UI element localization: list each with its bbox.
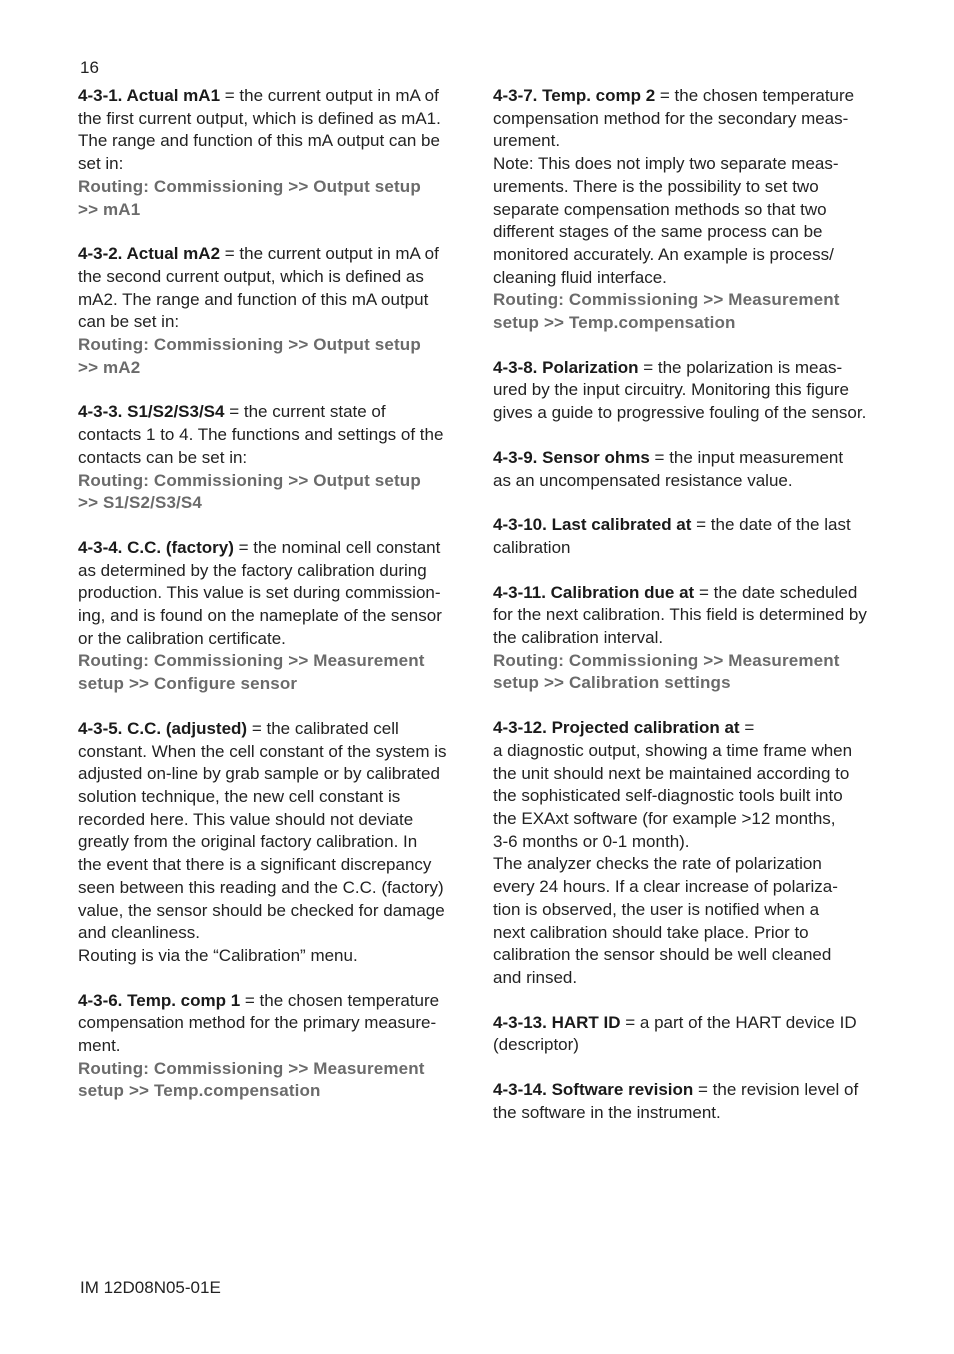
entry-first-line bbox=[78, 718, 458, 741]
routing-line: Routing: Commissioning >> Measurement bbox=[493, 650, 840, 670]
entry-text-line: urement. bbox=[493, 131, 561, 151]
entry-text-line: (descriptor) bbox=[493, 1035, 579, 1055]
definition-entry bbox=[493, 514, 879, 559]
routing-line: >> S1/S2/S3/S4 bbox=[78, 493, 203, 513]
entry-text-line: contacts 1 to 4. The functions and settings of the bbox=[78, 425, 444, 445]
definition-entry bbox=[78, 243, 458, 379]
entry-text: = the chosen temperature bbox=[240, 990, 440, 1010]
definition-entry bbox=[493, 357, 879, 425]
definition-entry bbox=[78, 537, 458, 696]
entry-text-line: the EXAxt software (for example >12 months, bbox=[493, 808, 836, 828]
entry-text-line: gives a guide to progressive fouling of the sensor. bbox=[493, 403, 867, 423]
routing-line: Routing: Commissioning >> Output setup bbox=[78, 176, 421, 196]
entry-term: 4-3-4. C.C. (factory) bbox=[78, 537, 234, 557]
entry-text-line: monitored accurately. An example is process/ bbox=[493, 244, 834, 264]
entry-text-line: mA2. The range and function of this mA output bbox=[78, 289, 429, 309]
definition-entry bbox=[493, 1079, 879, 1124]
entry-term: 4-3-5. C.C. (adjusted) bbox=[78, 718, 248, 738]
entry-text-line: the unit should next be maintained according to bbox=[493, 763, 850, 783]
entry-text-line: recorded here. This value should not deviate bbox=[78, 809, 414, 829]
entry-text-line: and cleanliness. bbox=[78, 923, 200, 943]
entry-first-line bbox=[493, 357, 879, 380]
entry-text: = bbox=[739, 718, 755, 738]
entry-text-line: cleaning fluid interface. bbox=[493, 267, 667, 287]
entry-first-line bbox=[493, 717, 879, 740]
entry-term: 4-3-9. Sensor ohms bbox=[493, 447, 650, 467]
entry-term: 4-3-12. Projected calibration at bbox=[493, 718, 740, 738]
entry-term: 4-3-8. Polarization bbox=[493, 357, 639, 377]
entry-term: 4-3-6. Temp. comp 1 bbox=[78, 990, 241, 1010]
routing-line: Routing: Commissioning >> Output setup bbox=[78, 470, 421, 490]
routing-line: Routing: Commissioning >> Measurement bbox=[78, 651, 425, 671]
definition-entry bbox=[493, 1012, 879, 1057]
entry-text-line: separate compensation methods so that two bbox=[493, 199, 827, 219]
entry-first-line bbox=[78, 990, 458, 1013]
entry-text-line: compensation method for the primary measure- bbox=[78, 1013, 437, 1033]
entry-text-line: adjusted on-line by grab sample or by calibrated bbox=[78, 764, 440, 784]
entry-first-line bbox=[493, 447, 879, 470]
entry-text-line: ing, and is found on the nameplate of the sensor bbox=[78, 606, 442, 626]
left-column bbox=[78, 85, 458, 1125]
entry-text-line: Note: This does not imply two separate meas- bbox=[493, 154, 839, 174]
entry-text-line: solution technique, the new cell constant is bbox=[78, 786, 401, 806]
entry-text-line: next calibration should take place. Prior to bbox=[493, 922, 809, 942]
entry-text-line: a diagnostic output, showing a time frame when bbox=[493, 740, 853, 760]
routing-line: Routing: Commissioning >> Measurement bbox=[493, 290, 840, 310]
routing-line: >> mA1 bbox=[78, 199, 141, 219]
entry-text-line: the second current output, which is defined as bbox=[78, 266, 424, 286]
routing-line: setup >> Calibration settings bbox=[493, 673, 731, 693]
entry-text: = the polarization is meas- bbox=[638, 357, 843, 377]
entry-term: 4-3-1. Actual mA1 bbox=[78, 86, 221, 105]
entry-text: = the revision level of bbox=[693, 1080, 859, 1100]
entry-text-line: urements. There is the possibility to set two bbox=[493, 176, 819, 196]
page-number: 16 bbox=[80, 58, 99, 77]
entry-text-line: 3-6 months or 0-1 month). bbox=[493, 831, 690, 851]
entry-text: = a part of the HART device ID bbox=[620, 1012, 857, 1032]
routing-line: Routing: Commissioning >> Measurement bbox=[78, 1058, 425, 1078]
definition-entry bbox=[78, 85, 458, 221]
entry-term: 4-3-3. S1/S2/S3/S4 bbox=[78, 402, 225, 422]
definition-entry bbox=[493, 717, 879, 989]
entry-first-line bbox=[493, 514, 879, 537]
entry-text-line: different stages of the same process can be bbox=[493, 222, 823, 242]
entry-term: 4-3-11. Calibration due at bbox=[493, 582, 695, 602]
entry-first-line bbox=[78, 85, 458, 108]
entry-text-line: the event that there is a significant discrepancy bbox=[78, 855, 432, 875]
entry-text: = the current state of bbox=[224, 402, 386, 422]
entry-text: = the date scheduled bbox=[694, 582, 858, 602]
definition-entry bbox=[493, 85, 879, 335]
entry-first-line bbox=[78, 243, 458, 266]
entry-text-line: and rinsed. bbox=[493, 967, 578, 987]
entry-text-line: compensation method for the secondary meas- bbox=[493, 108, 849, 128]
routing-line: Routing: Commissioning >> Output setup bbox=[78, 335, 421, 355]
entry-text: = the date of the last bbox=[691, 515, 851, 535]
entry-text-line: calibration bbox=[493, 537, 571, 557]
entry-text-line: every 24 hours. If a clear increase of polariza- bbox=[493, 877, 838, 897]
entry-text-line: the software in the instrument. bbox=[493, 1102, 721, 1122]
entry-text-line: tion is observed, the user is notified when a bbox=[493, 899, 820, 919]
entry-text-line: or the calibration certificate. bbox=[78, 628, 286, 648]
entry-text-line: ment. bbox=[78, 1036, 121, 1056]
entry-text-line: The analyzer checks the rate of polarization bbox=[493, 854, 822, 874]
entry-text-line: The range and function of this mA output can be bbox=[78, 131, 440, 151]
routing-line: setup >> Temp.compensation bbox=[78, 1081, 321, 1101]
entry-text: = the calibrated cell bbox=[247, 718, 399, 738]
entry-text-line: for the next calibration. This field is determined by bbox=[493, 605, 867, 625]
entry-first-line bbox=[493, 1079, 879, 1102]
routing-line: setup >> Temp.compensation bbox=[493, 313, 736, 333]
entry-term: 4-3-7. Temp. comp 2 bbox=[493, 86, 656, 105]
entry-text-line: seen between this reading and the C.C. (factory) bbox=[78, 877, 444, 897]
definition-entry bbox=[493, 582, 879, 696]
entry-text: = the nominal cell constant bbox=[233, 537, 441, 557]
entry-first-line bbox=[493, 85, 879, 108]
entry-first-line bbox=[493, 1012, 879, 1035]
entry-text-line: ured by the input circuitry. Monitoring this figure bbox=[493, 380, 849, 400]
definition-entry bbox=[78, 401, 458, 515]
definition-entry bbox=[493, 447, 879, 492]
entry-text: = the current output in mA of bbox=[220, 86, 439, 105]
entry-text-line: the sophisticated self-diagnostic tools built into bbox=[493, 786, 843, 806]
document-id-footer: IM 12D08N05-01E bbox=[80, 1278, 221, 1297]
entry-text-line: production. This value is set during commission- bbox=[78, 583, 441, 603]
entry-text-line: greatly from the original factory calibration. In bbox=[78, 832, 418, 852]
routing-line: setup >> Configure sensor bbox=[78, 674, 298, 694]
routing-line: >> mA2 bbox=[78, 357, 141, 377]
entry-term: 4-3-2. Actual mA2 bbox=[78, 244, 221, 264]
entry-first-line bbox=[78, 537, 458, 560]
entry-text-line: the first current output, which is defined as mA1. bbox=[78, 108, 441, 128]
entry-text: = the current output in mA of bbox=[220, 244, 439, 264]
entry-text: = the chosen temperature bbox=[655, 86, 855, 105]
entry-first-line bbox=[493, 582, 879, 605]
entry-text-line: as an uncompensated resistance value. bbox=[493, 470, 793, 490]
entry-text: = the input measurement bbox=[649, 447, 844, 467]
entry-term: 4-3-10. Last calibrated at bbox=[493, 515, 692, 535]
entry-first-line bbox=[78, 401, 458, 424]
entry-text-line: calibration the sensor should be well cleaned bbox=[493, 945, 832, 965]
entry-term: 4-3-14. Software revision bbox=[493, 1080, 694, 1100]
entry-text-line: value, the sensor should be checked for damage bbox=[78, 900, 445, 920]
entry-text-line: contacts can be set in: bbox=[78, 447, 248, 467]
entry-text-line: Routing is via the “Calibration” menu. bbox=[78, 945, 358, 965]
entry-text-line: as determined by the factory calibration during bbox=[78, 560, 427, 580]
entry-text-line: set in: bbox=[78, 154, 124, 174]
entry-text-line: constant. When the cell constant of the system is bbox=[78, 741, 447, 761]
entry-text-line: the calibration interval. bbox=[493, 628, 664, 648]
entry-text-line: can be set in: bbox=[78, 312, 180, 332]
right-column bbox=[493, 85, 879, 1146]
definition-entry bbox=[78, 718, 458, 968]
definition-entry bbox=[78, 990, 458, 1104]
entry-term: 4-3-13. HART ID bbox=[493, 1012, 621, 1032]
